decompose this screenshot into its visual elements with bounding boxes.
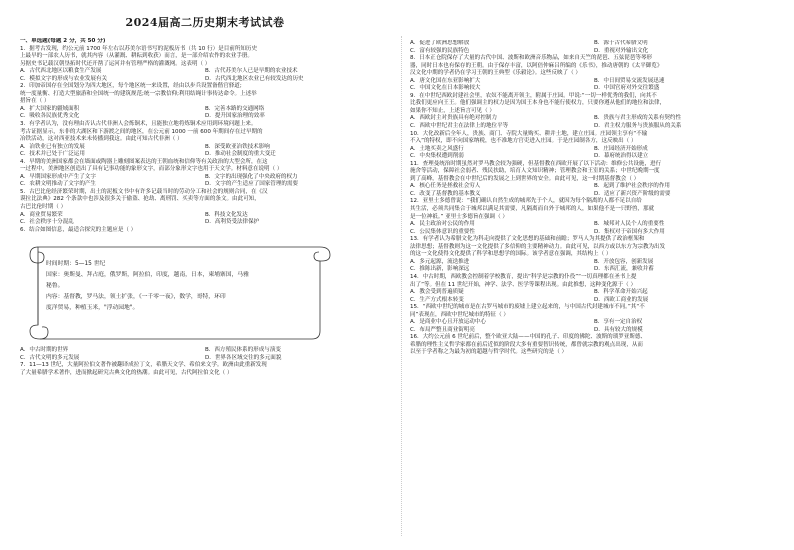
- question-1: [20, 46, 390, 84]
- column-divider: [401, 36, 402, 536]
- option-row: [410, 319, 778, 327]
- option-a[interactable]: A．教会受到普遍质疑: [410, 289, 464, 296]
- option-b[interactable]: B．深受欧亚冶铁技术影响: [205, 143, 270, 150]
- question-text: 5．古巴比伦经济繁荣时期，出土的泥板文书中有许多记载当时的劳动分工和社会的规则合同，在《汉: [20, 188, 268, 195]
- option-row: [20, 212, 390, 220]
- question-text: 如果你不知止，上述旨言可见（ ）: [410, 107, 495, 114]
- option-a[interactable]: A．早期国家形成中产生了文字: [20, 173, 96, 180]
- question-text: 13．有学者认为希腊文化为科走向提供了文化思想的基础和前瞻；罗马人为其提供了政治框架和: [410, 236, 645, 243]
- option-c[interactable]: C．推陈出新，影响深远: [410, 266, 470, 273]
- option-row: [20, 219, 390, 227]
- option-d[interactable]: D．具有较大的规模: [594, 326, 643, 333]
- option-d[interactable]: D．古代西北地区农业已有较发达的历史: [205, 75, 304, 82]
- option-b[interactable]: B．文字的出现强化了中央政府的权力: [205, 173, 298, 180]
- question-11: [410, 161, 778, 199]
- question-text: 到了高峰，基督教会在中世纪后的发展之上到世界的安全。由此可见，这一时期基督教会（ ）: [410, 175, 640, 182]
- question-12: [410, 198, 778, 236]
- option-a[interactable]: A．中古时期的世界: [20, 347, 69, 354]
- option-a[interactable]: A．土地买卖之风盛行: [410, 145, 464, 152]
- option-row: [410, 297, 778, 305]
- question-text: 考古证据显示，东非的大湖区和下游渡之间的地区，在公元前 1000 一前 600 年期间存在过早期的: [20, 128, 263, 135]
- option-d[interactable]: D．重视对外输出文化: [594, 47, 649, 54]
- question-text: 9．在中世纪西欧封建社会里，农奴不能离开领主，附属于庄园。甲说:“一切一样优秀的我们，向其不: [410, 92, 657, 99]
- question-text: 了大量希腊学术著作，进而掀起研究古典文化的热潮。由此可见，古代阿拉伯文化（ ）: [20, 369, 233, 376]
- option-a[interactable]: A．扩大国家的疆域面积: [20, 105, 80, 112]
- question-text: 施舍等活动，保障社会弱者、残民扶助，培育人文知识精神；管理教会和王室的关系；中世纪晚期一度: [410, 168, 660, 175]
- option-c[interactable]: C．模拟文字的形成与农业发展有关: [20, 75, 108, 82]
- option-b[interactable]: B．完善本路的交通网络: [205, 105, 265, 112]
- question-text: 的这一文化使得文化提供了科学和思想学的国际。该学者意在强调，其结构上（ ）: [410, 251, 612, 258]
- option-d[interactable]: D．西欧工商业的发展: [594, 296, 649, 303]
- option-a[interactable]: A．多元起源，流迭推进: [410, 258, 470, 265]
- scroll-country: 国家：奥斯曼、拜占庭，俄罗斯，阿拉伯，印度，越南，日本，柬埔寨国，马雅: [46, 272, 249, 279]
- question-10: [410, 131, 778, 161]
- question-text: 14．中古时期，西欧教会控制着学校教育，提出“科学是宗教的仆役”“一切真理都在圣书上提: [410, 273, 637, 280]
- section-heading: 一、单选题(每题 2 分，共 50 分): [20, 38, 106, 44]
- page-title: 2024届高二历史期末考试试卷: [125, 16, 285, 29]
- question-text: 比我们更应向王王。他们强调主的权力是因为国王本身也不能行使权力，只要你遵从他们的地位和法律，: [410, 100, 666, 107]
- option-b[interactable]: B．享有一定自治权: [594, 319, 643, 326]
- option-a[interactable]: A．商业贸易繁荣: [20, 211, 63, 218]
- option-row: [410, 115, 778, 123]
- question-3: [20, 121, 390, 159]
- option-c[interactable]: C．公民集体意识的重要性: [410, 228, 475, 235]
- option-c[interactable]: C．吸收各民族优秀文化: [20, 113, 80, 120]
- option-d[interactable]: D．东西汇流，兼收并蓄: [594, 266, 654, 273]
- question-text: 汉文化中期的学者仍在学习王朝的王典型《乐毅论》。这些反映了（ ）: [410, 70, 581, 77]
- option-c[interactable]: C．中央集权遭到削弱: [410, 153, 464, 160]
- question-text: 12．亚里士多德曾说：“我们确认自然生成的城邦先于个人，就因为每个隔离的人都不足以自给: [410, 198, 642, 205]
- option-row: [20, 151, 390, 159]
- option-row: [20, 113, 390, 121]
- question-4: [20, 159, 390, 189]
- option-c[interactable]: C．西欧中世纪君主在法律上的地位平等: [410, 123, 509, 130]
- option-b[interactable]: B．贵族与君主形成的关系有契约性: [594, 115, 682, 122]
- option-b[interactable]: B．科学革命开始兴起: [594, 289, 648, 296]
- option-d[interactable]: D．提升国家治理的效率: [205, 113, 265, 120]
- question-text: 以至于学者称之为最为初的超越与哲学时代。这些研究的是（ ）: [410, 349, 568, 356]
- scroll-content: [46, 259, 316, 314]
- question-text: 器，同时日本也有保存的王朝。由于保存丰富，以阿倍仲麻吕所编的《乐书》，推动唐朝的《太平御览》: [410, 62, 663, 69]
- question-text: 统一度量衡、打造大型旅游和全国统一的建筑规范;统一宗教信仰;利用结绳计事传达命令。上述举: [20, 90, 257, 97]
- option-d[interactable]: D．君主权力服务与贵族服从的关系: [594, 123, 682, 130]
- option-b[interactable]: B．源于古代希腊文明: [594, 40, 648, 46]
- question-16: [410, 334, 778, 357]
- option-a[interactable]: A．西欧封主对贵族具有绝对控制力: [410, 115, 497, 122]
- option-b[interactable]: B．城邦对人民个人的重要性: [594, 221, 665, 228]
- question-text: 7．11—13 世纪，大量阿拉伯文著作被翻译成拉丁文，希腊天文学、希伯来文学。欧洲由此重新发现: [20, 362, 267, 369]
- question-text: 另据史书记载汉朝垦拓时代还开凿了运河并有管理严格的灌溉网。这表明（ ）: [20, 60, 211, 67]
- question-text: 6．结合如图信息，最适合探究的主题应是（ ）: [20, 226, 137, 233]
- question-text: 不入”的特权，即不向国家纳税，也不准地方官吏进入庄园。于是庄园制各方，这反映出（ ）: [410, 138, 637, 145]
- option-a[interactable]: A．古代西北地区以粮食生产发展: [20, 68, 102, 75]
- question-2: [20, 83, 390, 121]
- right-column: [410, 40, 778, 357]
- question-text: 3．有学者认为，没有理由否认古代非洲人会炼铜术，且能独立地将炼铜术应用到环境问题上来。: [20, 121, 257, 128]
- option-row: [410, 183, 778, 191]
- question-text: 一过程中，美洲地区创造出了具有记事功能的象形文字，而部分象形文字也用于天文学。材料意在说明（ ）: [20, 166, 283, 173]
- question-text: 15．“西欧中世纪的城市是在古罗马城市的废墟上建立起来的，与中国古代封建城市不同。”其“不: [410, 304, 645, 311]
- option-d[interactable]: D．世界各区域交往的多元面貌: [205, 354, 282, 361]
- option-d[interactable]: D．适应了新兴资产阶级的需要: [594, 190, 671, 197]
- question-text: 1．据考古发现，约公元前 1700 年左右以苏美尔语书写的泥板历书（共 10 行）是目前所知历史: [20, 45, 257, 52]
- question-text: 谟拉比法典》282 个条款中也涉及很多关于偷盗、抢劫、离刑罚、买卖等方面的条文。由此可知，: [20, 196, 260, 203]
- scroll-content-1: 内容：基督教，罗马法，领土扩张，《一千零一夜》，数学，哥特，环印: [46, 294, 226, 301]
- option-row: [410, 123, 778, 131]
- question-15: [410, 304, 778, 334]
- question-text: 11．查理曼统治时期虽然对罗马教会较为强硬，但基督教在西欧开展了以下活动：维修公共设施，进行: [410, 160, 662, 167]
- option-b[interactable]: B．中日间贸易交流发展迅速: [594, 77, 665, 84]
- option-c[interactable]: C．技术并已处于广泛运用: [20, 151, 85, 158]
- question-text: 同”表现在，西欧中世纪城市的特征（ ）: [410, 311, 509, 318]
- option-d[interactable]: D．文字的产生适应了国家管理的需要: [205, 181, 299, 188]
- option-row: [20, 181, 390, 189]
- question-text: 是一位神祇。” 亚里士多德旨在强调（ ）: [410, 213, 508, 220]
- question-9: [410, 93, 778, 131]
- option-d[interactable]: D．高利贷受法律保护: [205, 219, 260, 226]
- question-text: 法律思想；基督教则为这一文化提供了多信仰的主要精神动力。由此可见，以西方或以东方为宗教为出发: [410, 243, 666, 250]
- option-b[interactable]: B．西方殖民体系的形成与演变: [205, 347, 281, 354]
- option-row: [20, 347, 390, 355]
- option-row: [410, 48, 778, 56]
- option-d[interactable]: D．集权对于帝国有多大作用: [594, 228, 665, 235]
- question-text: 4．早期的美洲国家都会在墙面或陶器上雕刻图案表达的王朝血统和信仰等有关政治的大型会所，在这: [20, 158, 268, 165]
- option-a[interactable]: A．民主政治对公民的作用: [410, 221, 475, 228]
- option-row: [20, 68, 390, 76]
- scroll-list: 秘鲁。: [46, 283, 64, 290]
- option-a[interactable]: A．是商业中心且开放运动中心: [410, 319, 486, 326]
- option-c[interactable]: C．布局严整且商业街明亮: [410, 326, 475, 333]
- left-column: [20, 38, 390, 377]
- question-6: [20, 227, 390, 363]
- option-d[interactable]: D．中国官府对外交往繁盛: [594, 85, 660, 92]
- option-c[interactable]: C．富有较强的民族特色: [410, 47, 470, 54]
- scroll-content-2: 度洋贸易，种植玉米，"浮动园地"。: [46, 305, 139, 312]
- option-c[interactable]: C．农耕文明推动了文字的产生: [20, 181, 96, 188]
- question-text: 2．印加帝国存在全国划分为四大地区，每个地区统一来设置，经由以步兵设置备偕官驿道;: [20, 83, 242, 90]
- question-text: 冶铁活动，这对西亚技术来未传播到我这。由此可知古代非洲（ ）: [20, 136, 183, 143]
- option-b[interactable]: B．庄园经济开始形成: [594, 145, 648, 152]
- option-c[interactable]: C．改变了基督教的基本教义: [410, 190, 481, 197]
- question-text: 8．日本正仓院保存了大量的古代中国、波斯和欧洲音乐物品，如来自天竺的琵琶、五弦琵琶等琴形: [410, 55, 653, 62]
- option-b[interactable]: B．古代苏美尔人已是早期的农业技术: [205, 68, 298, 75]
- option-row: [410, 85, 778, 93]
- question-text: 希腊的理性主义哲学家都在前后近似的阶段大多有重要智识传统，都曾就宗教的观点出现，从而: [410, 341, 643, 348]
- option-c[interactable]: C．中国文化在日本影响较大: [410, 85, 481, 92]
- question-14: [410, 274, 778, 304]
- question-text: 16．大约公元前 6 世纪前后，整个欧亚大陆——中国的孔子、印度的佛陀、波斯的琐罗亚斯德、: [410, 334, 646, 341]
- question-8: [410, 55, 778, 93]
- scroll-figure: [24, 239, 336, 343]
- question-text: 出了”等。但在 11 世纪开始，神学、法学、医学等课程出现。由此推想，这种变化源于（ ）: [410, 281, 637, 288]
- option-a[interactable]: A．促进了欧洲思想解放: [410, 40, 470, 46]
- option-b[interactable]: B．科技文化发达: [205, 211, 248, 218]
- question-5: [20, 189, 390, 227]
- question-7: [20, 362, 390, 377]
- option-row: [410, 40, 778, 48]
- option-row: [410, 221, 778, 229]
- option-a[interactable]: A．冶铁业已有独立的发展: [20, 143, 85, 150]
- option-row: [410, 153, 778, 161]
- question-text: 其生活，必须共同集合于城邦以满足其需要，凡隔离而自外于城邦的人，如果他不是一只野兽，那就: [410, 206, 655, 213]
- option-c[interactable]: C．古代文明的多元发展: [20, 354, 80, 361]
- question-13: [410, 236, 778, 274]
- question-text: 措旨在（ ）: [20, 98, 50, 105]
- question-text: 古巴比伦时期（ ）: [20, 204, 67, 211]
- option-d[interactable]: D．推动社会制度的重大变迁: [205, 151, 276, 158]
- option-c[interactable]: C．生产方式根本转变: [410, 296, 464, 303]
- question-text: 10．大化改新后全年人，贵族、商门、寺院大量购买、耕并土地，建立庄园。庄园领主享有“不输: [410, 130, 648, 137]
- option-a[interactable]: A．唐文化国在东亚影响扩大: [410, 77, 481, 84]
- option-a[interactable]: A．核心任务是拯救社会穷人: [410, 183, 481, 190]
- option-row: [410, 289, 778, 297]
- scroll-time: 时间时期：5—15 世纪: [46, 261, 106, 268]
- option-b[interactable]: B．起到了维护社会秩序的作用: [594, 183, 670, 190]
- option-d[interactable]: D．幕府统治得以建立: [594, 153, 649, 160]
- option-c[interactable]: C．社会秩序十分混乱: [20, 219, 74, 226]
- option-row: [410, 266, 778, 274]
- question-text: 上最早的一部农人历书，就其内容（从灌溉、耕耘到收获）而言，是一部介绍农作的农业手册。: [20, 53, 253, 60]
- option-b[interactable]: B．开放包容，创新发展: [594, 258, 654, 265]
